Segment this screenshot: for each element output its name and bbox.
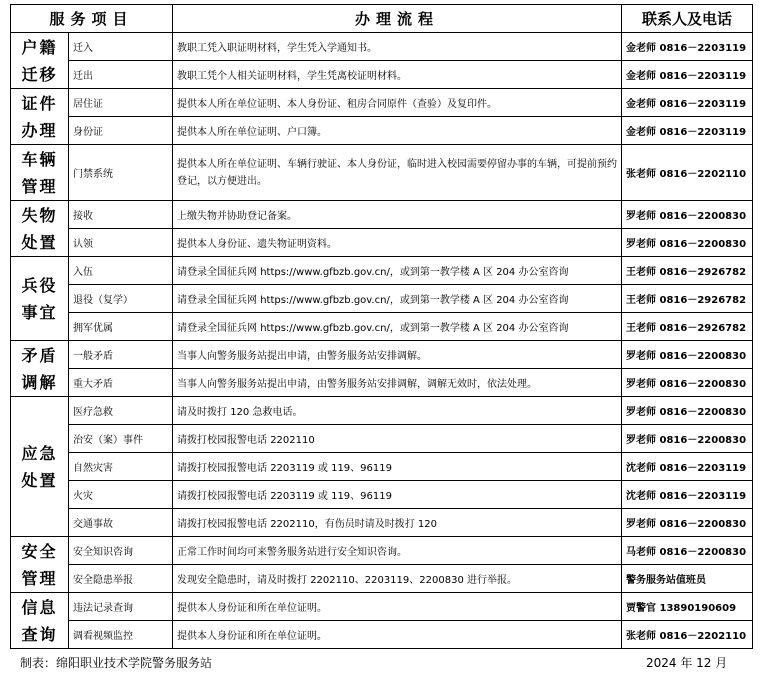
table-row <box>11 61 753 89</box>
item-cell: 迁入 <box>69 33 173 61</box>
contact-cell: 罗老师 0816－2200830 <box>622 201 753 229</box>
category-cell: 失物处置 <box>11 201 69 257</box>
contact-cell: 罗老师 0816－2200830 <box>622 509 753 537</box>
header-contact: 联系人及电话 <box>622 5 753 33</box>
table-row <box>11 33 753 61</box>
contact-cell: 罗老师 0816－2200830 <box>622 397 753 425</box>
category-cell: 户籍迁移 <box>11 33 69 89</box>
category-cell: 安全管理 <box>11 537 69 593</box>
header-row <box>11 5 753 33</box>
item-cell: 治安（案）事件 <box>69 425 173 453</box>
item-cell: 调看视频监控 <box>69 621 173 649</box>
process-cell: 请拨打校园报警电话 2203119 或 119、96119 <box>173 481 622 509</box>
process-cell: 正常工作时间均可来警务服务站进行安全知识咨询。 <box>173 537 622 565</box>
table-row <box>11 537 753 565</box>
table-row <box>11 145 753 201</box>
process-cell: 请登录全国征兵网 https://www.gfbzb.gov.cn/，或到第一教学楼 A 区 204 办公室咨询 <box>173 285 622 313</box>
process-cell: 教职工凭个人相关证明材料，学生凭离校证明材料。 <box>173 61 622 89</box>
process-cell: 提供本人所在单位证明、本人身份证、租房合同原件（查验）及复印件。 <box>173 89 622 117</box>
table-body <box>11 33 753 649</box>
contact-cell: 罗老师 0816－2200830 <box>622 425 753 453</box>
category-cell: 矛盾调解 <box>11 341 69 397</box>
process-cell: 请登录全国征兵网 https://www.gfbzb.gov.cn/，或到第一教学楼 A 区 204 办公室咨询 <box>173 257 622 285</box>
process-cell: 提供本人所在单位证明、车辆行驶证、本人身份证，临时进入校园需要停留办事的车辆，可提前预约登记，以方便进出。 <box>173 145 622 201</box>
table-row <box>11 565 753 593</box>
contact-cell: 张老师 0816－2202110 <box>622 621 753 649</box>
contact-cell: 罗老师 0816－2200830 <box>622 229 753 257</box>
item-cell: 门禁系统 <box>69 145 173 201</box>
item-cell: 居住证 <box>69 89 173 117</box>
item-cell: 自然灾害 <box>69 453 173 481</box>
item-cell: 迁出 <box>69 61 173 89</box>
table-row <box>11 621 753 649</box>
services-table <box>10 4 753 649</box>
contact-cell: 贾警官 13890190609 <box>622 593 753 621</box>
table-row <box>11 397 753 425</box>
item-cell: 医疗急救 <box>69 397 173 425</box>
table-row <box>11 257 753 285</box>
contact-cell: 马老师 0816－2200830 <box>622 537 753 565</box>
contact-cell: 王老师 0816－2926782 <box>622 313 753 341</box>
item-cell: 认领 <box>69 229 173 257</box>
contact-cell: 王老师 0816－2926782 <box>622 285 753 313</box>
item-cell: 拥军优属 <box>69 313 173 341</box>
header-process: 办理流程 <box>173 5 622 33</box>
process-cell: 提供本人身份证和所在单位证明。 <box>173 621 622 649</box>
category-cell: 车辆管理 <box>11 145 69 201</box>
category-cell: 兵役事宜 <box>11 257 69 341</box>
process-cell: 请拨打校园报警电话 2202110 <box>173 425 622 453</box>
table-row <box>11 509 753 537</box>
process-cell: 提供本人所在单位证明、户口簿。 <box>173 117 622 145</box>
contact-cell: 金老师 0816－2203119 <box>622 33 753 61</box>
table-row <box>11 453 753 481</box>
item-cell: 入伍 <box>69 257 173 285</box>
table-row <box>11 285 753 313</box>
item-cell: 一般矛盾 <box>69 341 173 369</box>
item-cell: 火灾 <box>69 481 173 509</box>
category-cell: 证件办理 <box>11 89 69 145</box>
contact-cell: 沈老师 0816－2203119 <box>622 453 753 481</box>
footer-maker: 制表：绵阳职业技术学院警务服务站 <box>20 656 213 670</box>
contact-cell: 金老师 0816－2203119 <box>622 61 753 89</box>
item-cell: 退役（复学） <box>69 285 173 313</box>
process-cell: 发现安全隐患时，请及时拨打 2202110、2203119、2200830 进行举报。 <box>173 565 622 593</box>
footer-date: 2024 年 12 月 <box>646 656 728 670</box>
process-cell: 教职工凭入职证明材料，学生凭入学通知书。 <box>173 33 622 61</box>
process-cell: 请登录全国征兵网 https://www.gfbzb.gov.cn/，或到第一教学楼 A 区 204 办公室咨询 <box>173 313 622 341</box>
contact-cell: 张老师 0816－2202110 <box>622 145 753 201</box>
process-cell: 当事人向警务服务站提出申请，由警务服务站安排调解。 <box>173 341 622 369</box>
process-cell: 请拨打校园报警电话 2203119 或 119、96119 <box>173 453 622 481</box>
contact-cell: 沈老师 0816－2203119 <box>622 481 753 509</box>
item-cell: 交通事故 <box>69 509 173 537</box>
table-row <box>11 481 753 509</box>
table-row <box>11 229 753 257</box>
process-cell: 当事人向警务服务站提出申请，由警务服务站安排调解，调解无效时，依法处理。 <box>173 369 622 397</box>
contact-cell: 罗老师 0816－2200830 <box>622 341 753 369</box>
header-service: 服务项目 <box>11 5 173 33</box>
contact-cell: 罗老师 0816－2200830 <box>622 369 753 397</box>
item-cell: 违法记录查询 <box>69 593 173 621</box>
table-row <box>11 425 753 453</box>
contact-cell: 金老师 0816－2203119 <box>622 117 753 145</box>
category-cell: 应急处置 <box>11 397 69 537</box>
item-cell: 安全隐患举报 <box>69 565 173 593</box>
table-row <box>11 593 753 621</box>
process-cell: 请及时拨打 120 急救电话。 <box>173 397 622 425</box>
process-cell: 上缴失物并协助登记备案。 <box>173 201 622 229</box>
item-cell: 接收 <box>69 201 173 229</box>
table-row <box>11 201 753 229</box>
table-row <box>11 369 753 397</box>
category-cell: 信息查询 <box>11 593 69 649</box>
table-row <box>11 117 753 145</box>
item-cell: 身份证 <box>69 117 173 145</box>
contact-cell: 王老师 0816－2926782 <box>622 257 753 285</box>
process-cell: 请拨打校园报警电话 2202110，有伤员时请及时拨打 120 <box>173 509 622 537</box>
contact-cell: 金老师 0816－2203119 <box>622 89 753 117</box>
process-cell: 提供本人身份证和所在单位证明。 <box>173 593 622 621</box>
table-row <box>11 89 753 117</box>
process-cell: 提供本人身份证、遗失物证明资料。 <box>173 229 622 257</box>
table-row <box>11 341 753 369</box>
contact-cell: 警务服务站值班员 <box>622 565 753 593</box>
table-row <box>11 313 753 341</box>
item-cell: 重大矛盾 <box>69 369 173 397</box>
item-cell: 安全知识咨询 <box>69 537 173 565</box>
